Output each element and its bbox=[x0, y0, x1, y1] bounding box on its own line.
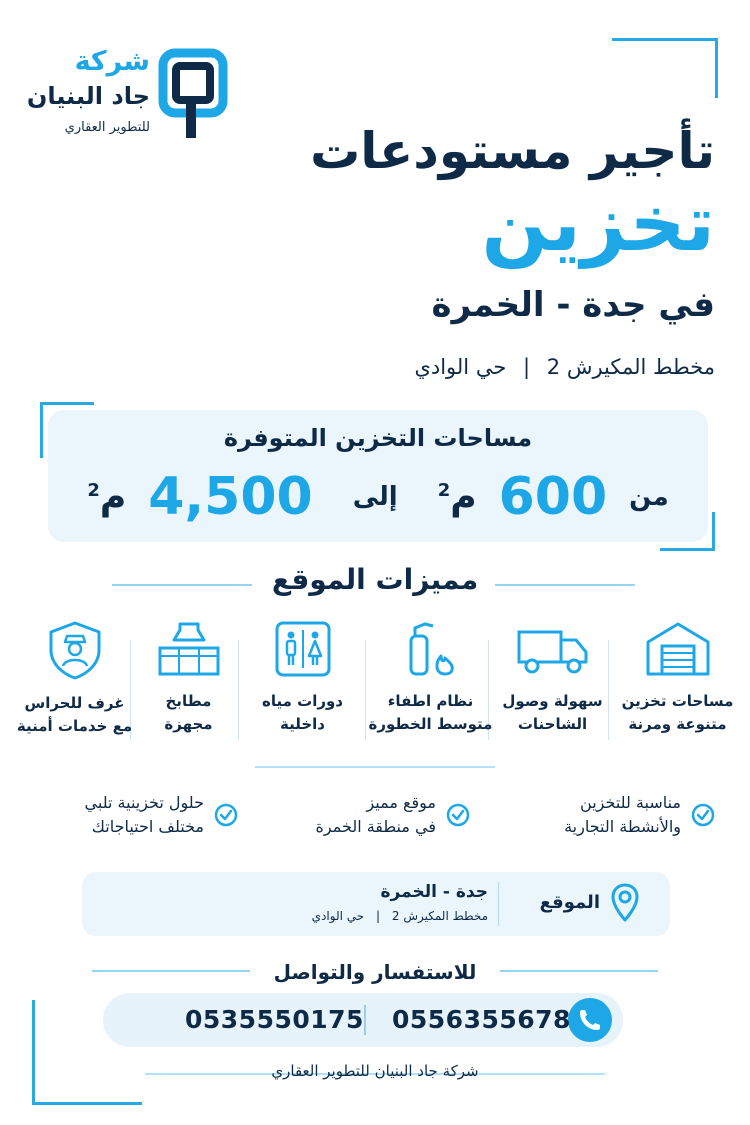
feature-label-line1: غرف للحراس bbox=[24, 694, 125, 712]
headline-rent-warehouses: تأجير مستودعات bbox=[310, 122, 715, 180]
features-title: مميزات الموقع bbox=[271, 563, 479, 596]
benefit-solutions bbox=[85, 790, 238, 840]
location-plan: مخطط المكيرش 2 bbox=[391, 909, 488, 923]
areas-range bbox=[48, 462, 708, 532]
feature-label-line1: نظام اطفاء bbox=[387, 692, 474, 710]
feature-guard-rooms bbox=[12, 620, 137, 737]
areas-title: مساحات التخزين المتوفرة bbox=[223, 424, 533, 452]
location-district: حي الوادي bbox=[311, 909, 365, 923]
feature-kitchens bbox=[126, 620, 251, 735]
truck-icon bbox=[516, 620, 590, 678]
location-label: الموقع bbox=[539, 892, 600, 913]
phone-icon[interactable] bbox=[567, 997, 613, 1043]
areas-from-unit: م$^2$ bbox=[437, 476, 477, 518]
benefit-label-line1: مناسبة للتخزين bbox=[580, 793, 681, 812]
logo-text-name: جاد البنيان bbox=[26, 82, 150, 110]
check-circle-icon bbox=[691, 803, 715, 827]
benefit-label-line2: والأنشطة التجارية bbox=[564, 817, 681, 836]
feature-label-line2: داخلية bbox=[280, 714, 325, 733]
features-bottom-line bbox=[255, 766, 495, 768]
phone-divider bbox=[364, 1005, 366, 1035]
location-city: جدة - الخمرة bbox=[380, 882, 488, 902]
feature-restrooms bbox=[240, 620, 365, 735]
check-circle-icon bbox=[446, 803, 470, 827]
frame-line-top-right bbox=[612, 38, 718, 41]
benefit-label-line2: في منطقة الخمرة bbox=[315, 817, 436, 836]
areas-from-value: 600 bbox=[498, 467, 608, 527]
guard-icon bbox=[47, 620, 103, 680]
contact-title: للاستفسار والتواصل bbox=[273, 960, 477, 984]
feature-label-line1: سهولة وصول bbox=[502, 692, 603, 710]
feature-label-line1: مطابخ bbox=[165, 692, 212, 710]
areas-to-value: 4,500 bbox=[148, 467, 313, 527]
fire-extinguisher-icon bbox=[399, 620, 463, 678]
phone-number-primary[interactable]: 0556355678 bbox=[392, 1005, 571, 1034]
logo-text-tagline: للتطوير العقاري bbox=[64, 120, 150, 135]
headline-location: في جدة - الخمرة bbox=[431, 285, 715, 325]
areas-from-word: من bbox=[629, 482, 669, 512]
restroom-icon bbox=[274, 620, 332, 678]
feature-storage-spaces bbox=[615, 620, 740, 735]
headline-storage: تخزين bbox=[481, 179, 715, 269]
footer-company-name: شركة جاد البنيان للتطوير العقاري bbox=[271, 1062, 479, 1080]
frame-line-box-right bbox=[712, 512, 715, 550]
logo-text-company: شركة bbox=[74, 46, 150, 77]
frame-line-box-left bbox=[40, 402, 43, 458]
address-line bbox=[215, 355, 715, 379]
frame-line-box-top bbox=[40, 402, 94, 405]
kitchen-icon bbox=[156, 620, 222, 678]
frame-line-right-top bbox=[715, 38, 718, 98]
feature-label-line2: الشاحنات bbox=[517, 714, 588, 733]
benefit-location bbox=[316, 790, 470, 840]
benefit-commercial bbox=[564, 790, 715, 840]
areas-to-word: إلى bbox=[352, 482, 398, 512]
feature-label-line1: مساحات تخزين bbox=[621, 692, 734, 710]
warehouse-icon bbox=[644, 620, 712, 678]
address-plan: مخطط المكيرش 2 bbox=[546, 355, 715, 379]
areas-to-unit: م$^2$ bbox=[87, 476, 127, 518]
benefit-label-line1: حلول تخزينية تلبي bbox=[84, 793, 204, 812]
check-circle-icon bbox=[214, 803, 238, 827]
frame-line-bottom-left-h bbox=[32, 1102, 142, 1105]
feature-label-line2: مع خدمات أمنية bbox=[16, 716, 133, 735]
address-separator: | bbox=[523, 355, 531, 379]
address-district: حي الوادي bbox=[414, 355, 507, 379]
feature-divider bbox=[365, 640, 366, 740]
feature-label-line1: دورات مياه bbox=[262, 692, 343, 710]
location-separator: | bbox=[376, 909, 381, 923]
feature-fire-system bbox=[368, 620, 493, 735]
feature-label-line2: مجهزة bbox=[164, 714, 213, 733]
benefit-label-line1: موقع مميز bbox=[366, 793, 436, 812]
phone-number-secondary[interactable]: 0535550175 bbox=[185, 1005, 364, 1034]
frame-line-box-bottom bbox=[660, 548, 715, 551]
benefit-label-line2: مختلف احتياجاتك bbox=[91, 817, 204, 836]
frame-line-bottom-left bbox=[32, 1000, 35, 1105]
feature-label-line2: متنوعة ومرنة bbox=[628, 714, 727, 733]
feature-label-line2: متوسط الخطورة bbox=[368, 714, 493, 733]
location-detail bbox=[240, 909, 488, 923]
location-pin-icon bbox=[610, 882, 640, 924]
location-divider bbox=[498, 882, 499, 926]
feature-truck-access bbox=[490, 620, 615, 735]
